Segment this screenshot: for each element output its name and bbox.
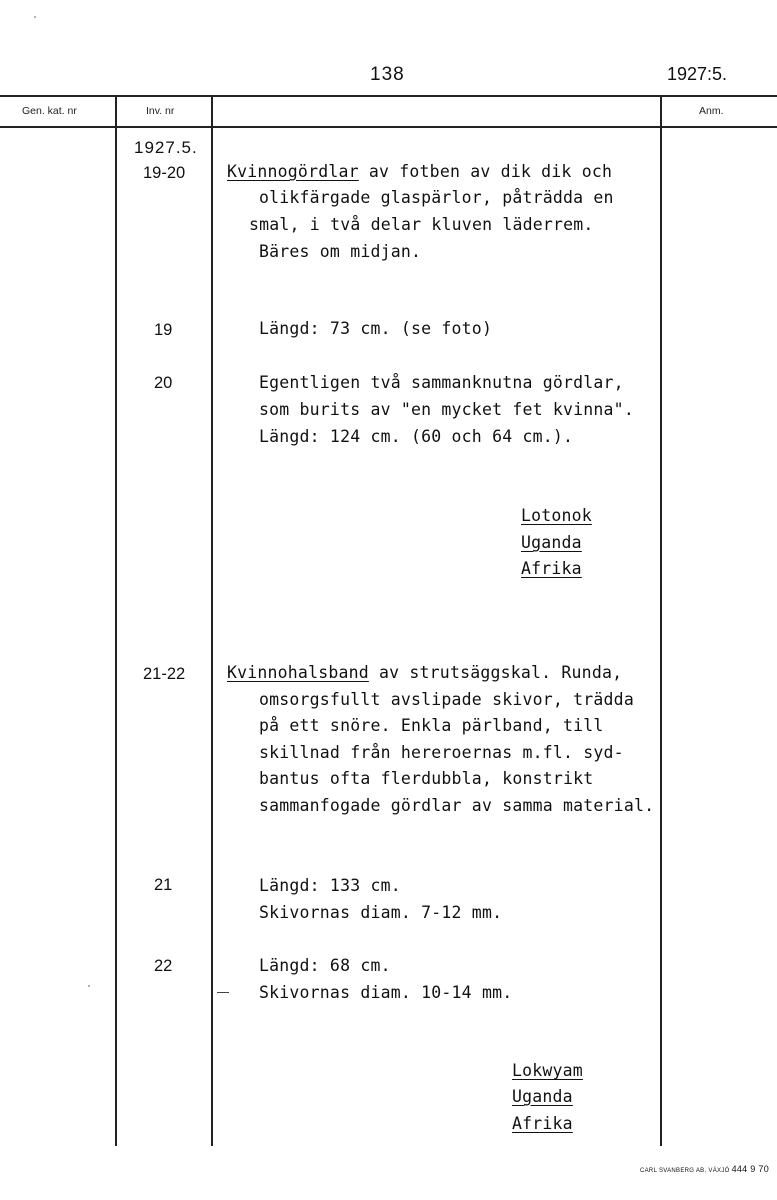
column-header-gen-kat-nr: Gen. kat. nr	[22, 105, 77, 117]
location-2-continent: Afrika	[512, 1114, 573, 1133]
entry-19-20-line3: smal, i två delar kluven läderrem.	[249, 215, 594, 234]
entry-21-22-line1: Kvinnohalsband av strutsäggskal. Runda,	[227, 663, 623, 682]
scan-speck	[88, 985, 90, 987]
inv-number-19-20: 19-20	[143, 164, 186, 182]
entry-19-20-line4: Bäres om midjan.	[259, 242, 422, 261]
entry-21-22-line6: sammanfogade gördlar av samma material.	[259, 796, 655, 815]
location-1-continent: Afrika	[521, 559, 582, 578]
entry-20-line3: Längd: 124 cm. (60 och 64 cm.).	[259, 427, 574, 446]
entry-20-line2: som burits av "en mycket fet kvinna".	[259, 400, 634, 419]
entry-21-22-line5: bantus ofta flerdubbla, konstrikt	[259, 769, 594, 788]
entry-21-line2: Skivornas diam. 7-12 mm.	[259, 903, 503, 922]
inv-number-22: 22	[154, 957, 173, 975]
location-1-country: Uganda	[521, 533, 582, 552]
year-reference: 1927:5.	[667, 64, 728, 84]
entry-21-22-line4: skillnad från hereroernas m.fl. syd-	[259, 743, 624, 762]
location-2-tribe: Lokwyam	[512, 1061, 583, 1080]
inv-number-20: 20	[154, 374, 173, 392]
stray-dash-mark	[217, 992, 229, 993]
entry-21-22-line2: omsorgsfullt avslipade skivor, trädda	[259, 690, 634, 709]
scan-speck	[34, 16, 36, 18]
entry-22-line2: Skivornas diam. 10-14 mm.	[259, 983, 513, 1002]
column-header-inv-nr: Inv. nr	[146, 105, 175, 117]
entry-19-20-line2: olikfärgade glaspärlor, påträdda en	[259, 188, 614, 207]
group-date: 1927.5.	[134, 138, 198, 157]
form-code: 444 9 70	[731, 1164, 769, 1174]
location-1-tribe: Lotonok	[521, 506, 592, 525]
entry-21-line1: Längd: 133 cm.	[259, 876, 401, 895]
printer-mark: CARL SVANBERG AB, VÄXJÖ 444 9 70	[640, 1164, 769, 1174]
inv-number-21-22: 21-22	[143, 665, 186, 683]
inv-number-19: 19	[154, 321, 173, 339]
column-divider-inv	[211, 96, 213, 1146]
entry-21-22-line3: på ett snöre. Enkla pärlband, till	[259, 716, 604, 735]
column-divider-gen	[115, 96, 117, 1146]
entry-20-line1: Egentligen två sammanknutna gördlar,	[259, 373, 624, 392]
entry-19-line1: Längd: 73 cm. (se foto)	[259, 319, 493, 338]
entry-19-20-line1: Kvinnogördlar av fotben av dik dik och	[227, 162, 613, 181]
column-header-anm: Anm.	[699, 105, 724, 117]
entry-19-20-title: Kvinnogördlar	[227, 162, 359, 181]
inv-number-21: 21	[154, 876, 173, 894]
entry-22-line1: Längd: 68 cm.	[259, 956, 391, 975]
location-2-country: Uganda	[512, 1087, 573, 1106]
column-divider-anm	[660, 96, 662, 1146]
entry-21-22-title: Kvinnohalsband	[227, 663, 369, 682]
page-number: 138	[370, 64, 405, 85]
